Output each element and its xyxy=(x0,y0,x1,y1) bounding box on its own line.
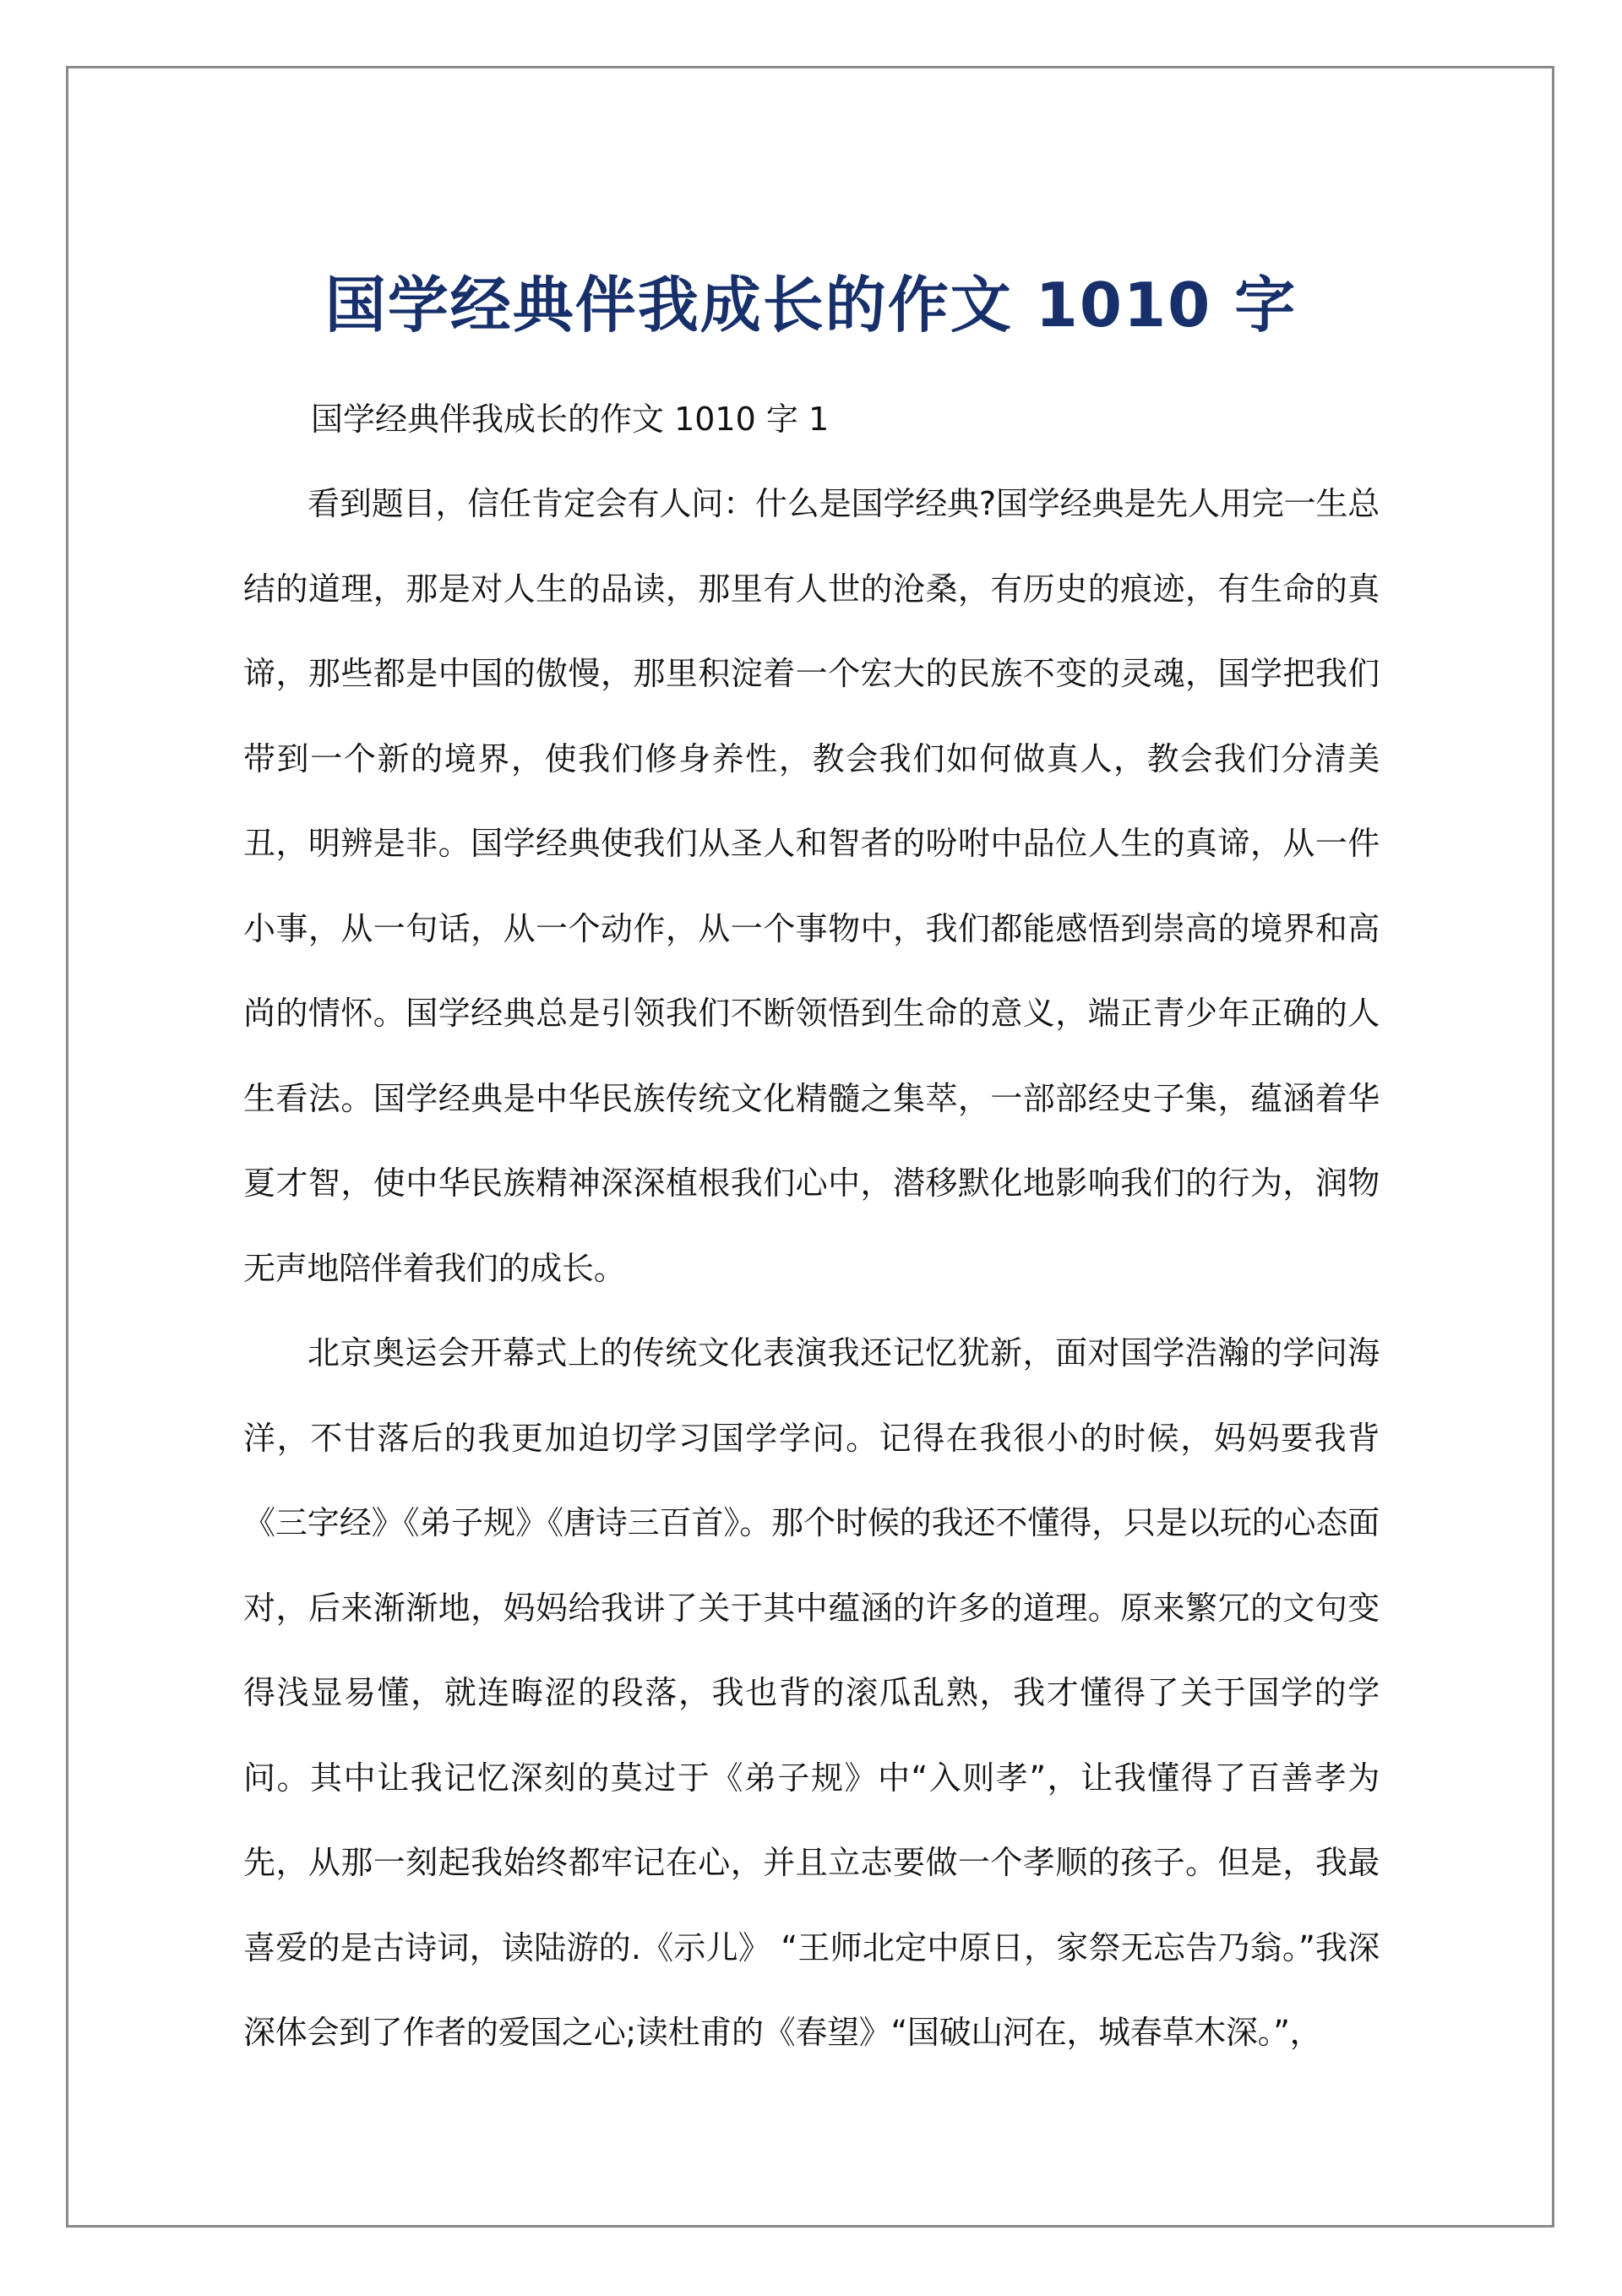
paragraph-2: 北京奥运会开幕式上的传统文化表演我还记忆犹新，面对国学浩瀚的学问海洋，不甘落后的我更加迫切学习国学学问。记得在我很小的时候，妈妈要我背《三字经》《弟子规》《唐诗三百首》。那个时候的我还不懂得，只是以玩的心态面对，后来渐渐地，妈妈给我讲了关于其中蕴涵的许多的道理。原来繁冗的文句变得浅显易懂，就连晦涩的段落，我也背的滚瓜乱熟，我才懂得了关于国学的学问。其中让我记忆深刻的莫过于《弟子规》中“入则孝”，让我懂得了百善孝为先，从那一刻起我始终都牢记在心，并且立志要做一个孝顺的孩子。但是，我最喜爱的是古诗词，读陆游的.《示儿》 “王师北定中原日，家祭无忘告乃翁。”我深深体会到了作者的爱国之心;读杜甫的《春望》“国破山河在，城春草木深。”， xyxy=(243,1334,1380,2051)
section-heading: 国学经典伴我成长的作文 1010 字 1 xyxy=(311,401,830,438)
paragraph-1: 看到题目，信任肯定会有人问：什么是国学经典?国学经典是先人用完一生总结的道理，那是对人生的品读，那里有人世的沧桑，有历史的痕迹，有生命的真谛，那些都是中国的傲慢，那里积淀着一个宏大的民族不变的灵魂，国学把我们带到一个新的境界，使我们修身养性，教会我们如何做真人，教会我们分清美丑，明辨是非。国学经典使我们从圣人和智者的吩咐中品位人生的真谛，从一件小事，从一句话，从一个动作，从一个事物中，我们都能感悟到崇高的境界和高尚的情怀。国学经典总是引领我们不断领悟到生命的意义，端正青少年正确的人生看法。国学经典是中华民族传统文化精髓之集萃，一部部经史子集，蕴涵着华夏才智，使中华民族精神深深植根我们心中，潜移默化地影响我们的行为，润物无声地陪伴着我们的成长。 xyxy=(243,485,1380,1287)
document-title: 国学经典伴我成长的作文 1010 字 xyxy=(324,270,1298,341)
document-body xyxy=(243,377,1380,2075)
